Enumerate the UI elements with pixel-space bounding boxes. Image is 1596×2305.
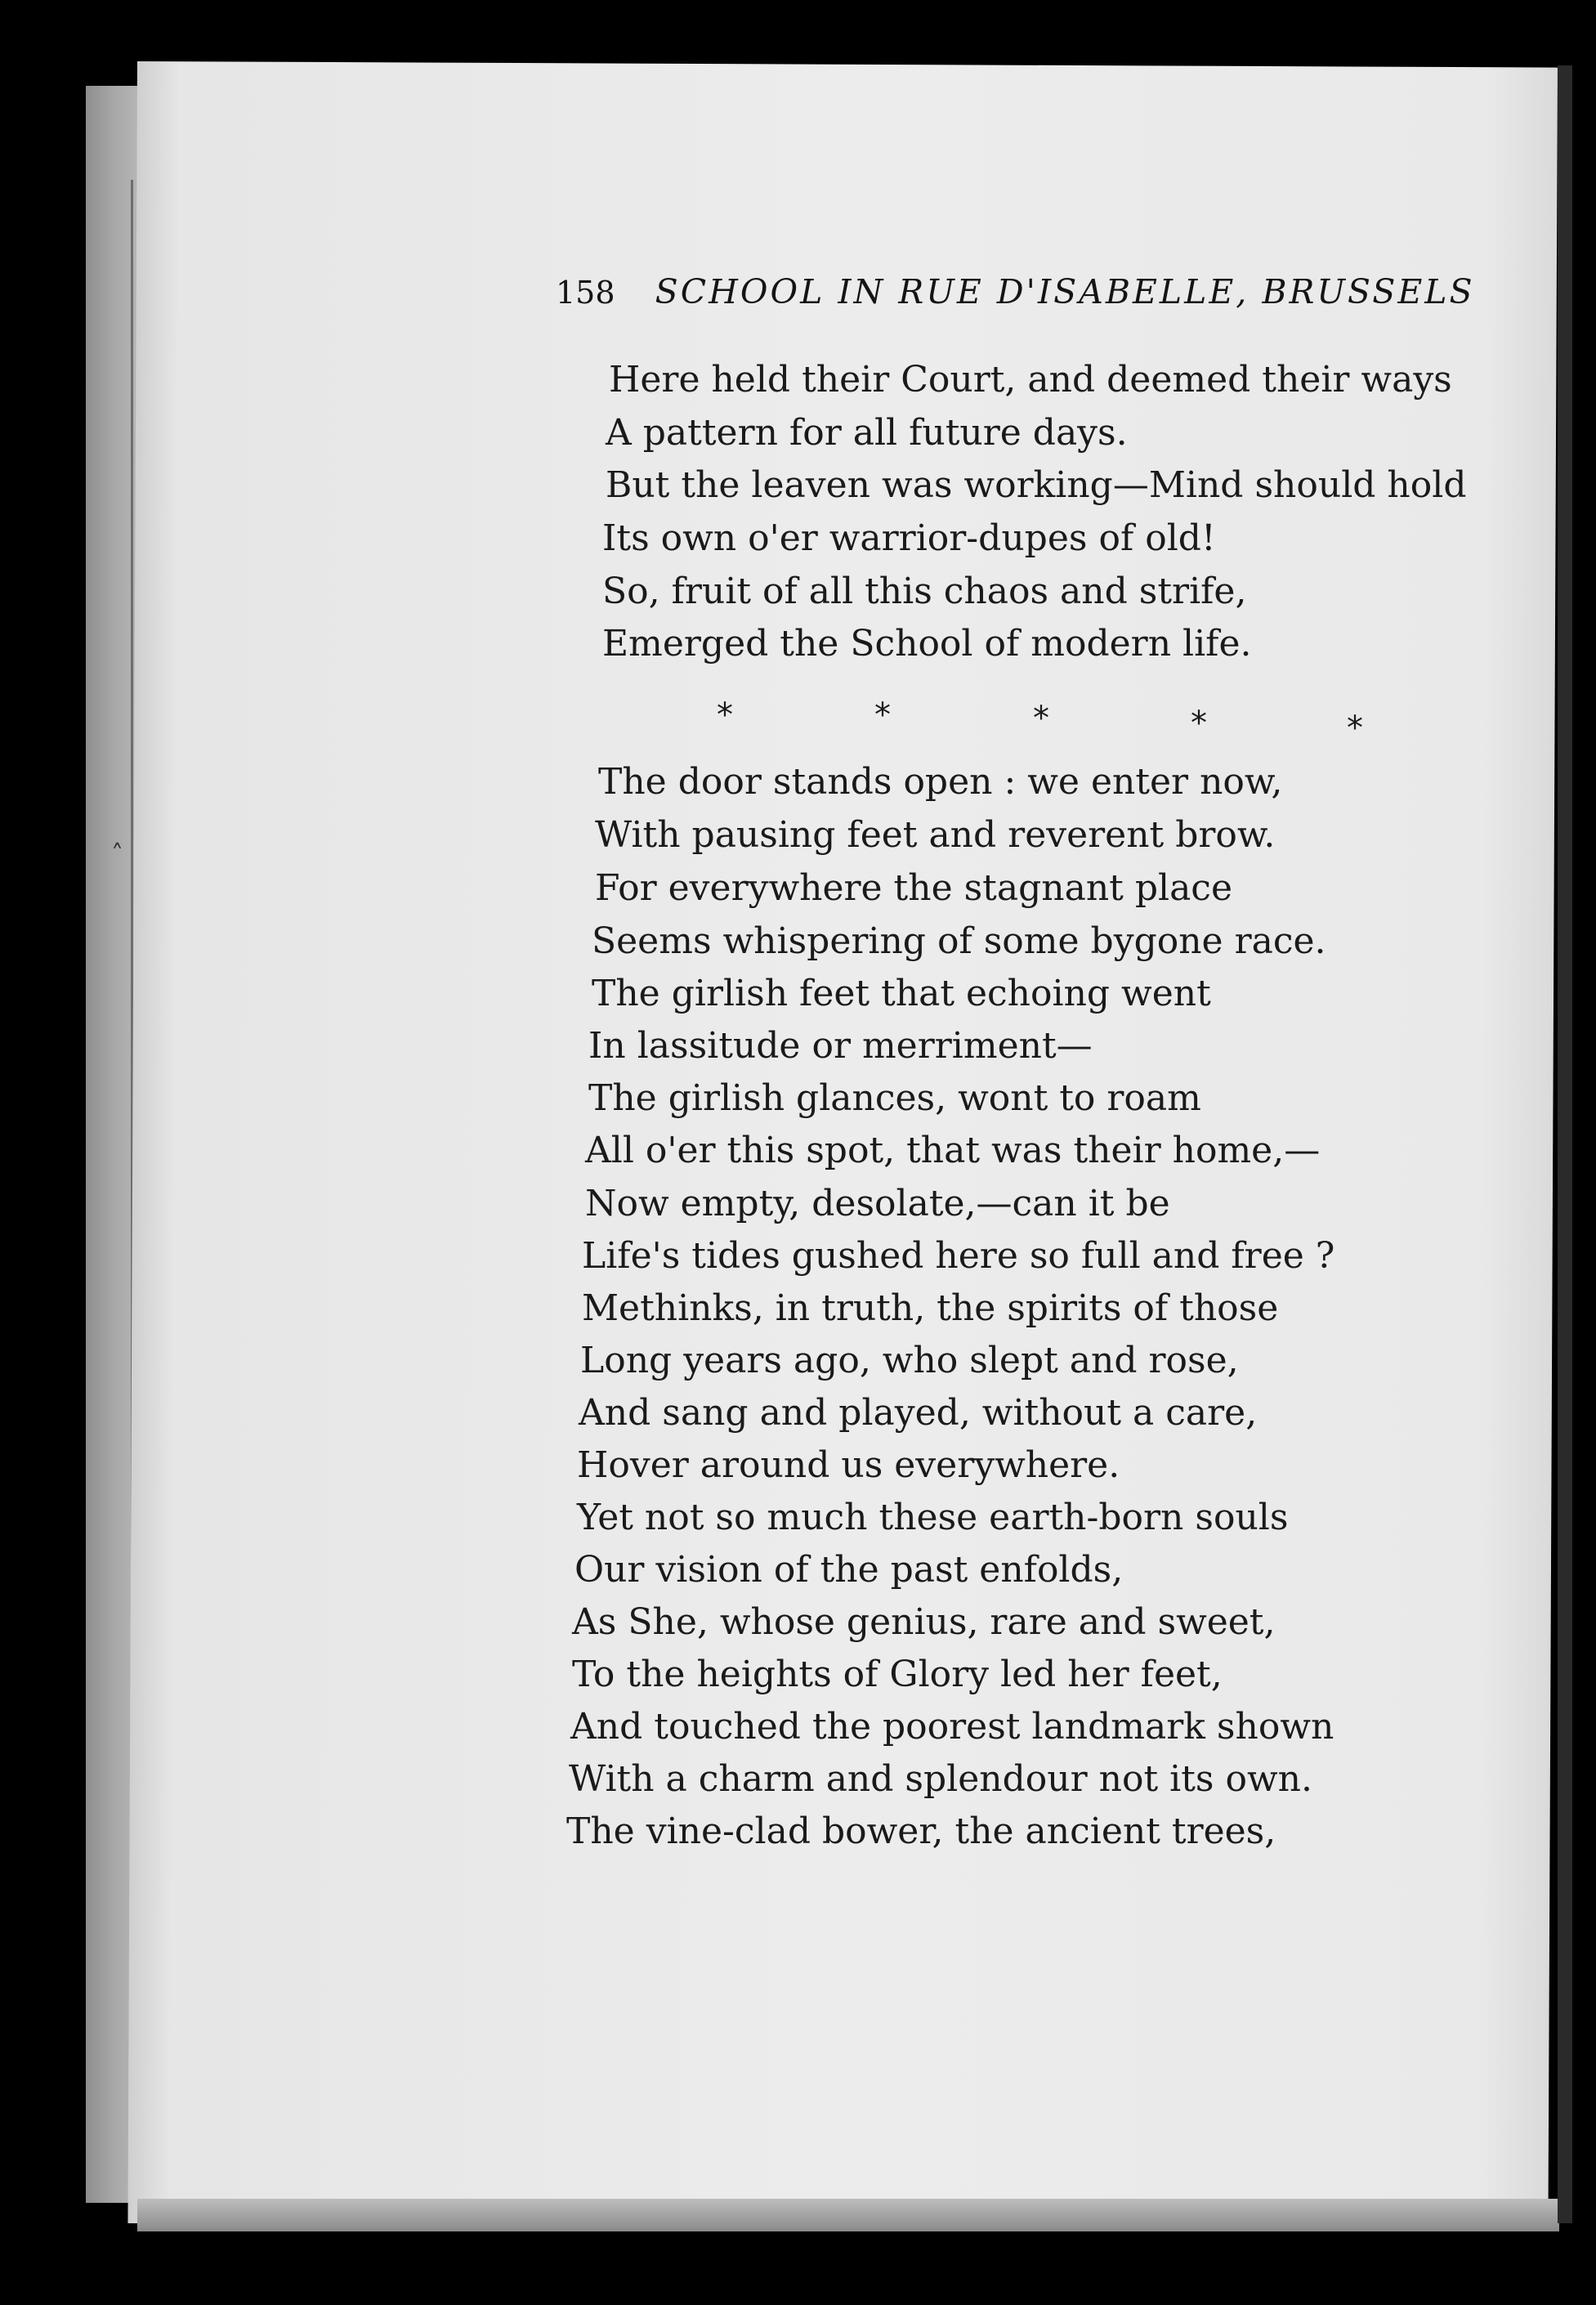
separator-star: * <box>717 696 733 734</box>
verse-line: Emerged the School of modern life. <box>602 623 1252 665</box>
separator-star: * <box>874 696 891 734</box>
verse-line: But the leaven was working—Mind should hold <box>606 464 1467 506</box>
verse-line: In lassitude or merriment— <box>588 1025 1093 1067</box>
verse-line: Here held their Court, and deemed their ways <box>609 359 1452 401</box>
separator-star: * <box>1191 705 1207 742</box>
verse-line: With a charm and splendour not its own. <box>569 1758 1312 1800</box>
verse-line: Our vision of the past enfolds, <box>574 1549 1124 1591</box>
verse-line: Long years ago, who slept and rose, <box>580 1340 1239 1381</box>
separator-star: * <box>1033 700 1049 737</box>
verse-line: As She, whose genius, rare and sweet, <box>572 1601 1276 1643</box>
verse-line: All o'er this spot, that was their home,— <box>585 1130 1321 1171</box>
verse-line: For everywhere the stagnant place <box>595 867 1232 909</box>
verse-line: And sang and played, without a care, <box>579 1392 1258 1434</box>
separator-star: * <box>1347 709 1363 747</box>
verse-line: Life's tides gushed here so full and free ? <box>582 1235 1335 1277</box>
verse-line: With pausing feet and reverent brow. <box>595 814 1276 856</box>
verse-line: And touched the poorest landmark shown <box>570 1706 1334 1748</box>
verse-line: Seems whispering of some bygone race. <box>592 920 1326 962</box>
running-title: SCHOOL IN RUE D'ISABELLE, BRUSSELS <box>655 272 1475 311</box>
verse-line: Now empty, desolate,—can it be <box>585 1183 1170 1224</box>
verse-line: Its own o'er warrior-dupes of old! <box>602 517 1216 559</box>
verse-line: The door stands open : we enter now, <box>598 761 1283 803</box>
verse-line: The girlish glances, wont to roam <box>588 1077 1201 1119</box>
verse-line: Methinks, in truth, the spirits of those <box>582 1287 1279 1329</box>
verse-line: So, fruit of all this chaos and strife, <box>602 571 1247 612</box>
verse-line: The vine-clad bower, the ancient trees, <box>566 1810 1276 1852</box>
margin-mark: ˄ <box>111 840 123 869</box>
verse-line: Yet not so much these earth-born souls <box>577 1497 1289 1538</box>
verse-line: Hover around us everywhere. <box>577 1444 1120 1486</box>
verse-line: To the heights of Glory led her feet, <box>572 1654 1223 1695</box>
verse-line: The girlish feet that echoing went <box>592 973 1211 1014</box>
page-number: 158 <box>556 275 615 311</box>
verse-line: A pattern for all future days. <box>606 412 1128 454</box>
